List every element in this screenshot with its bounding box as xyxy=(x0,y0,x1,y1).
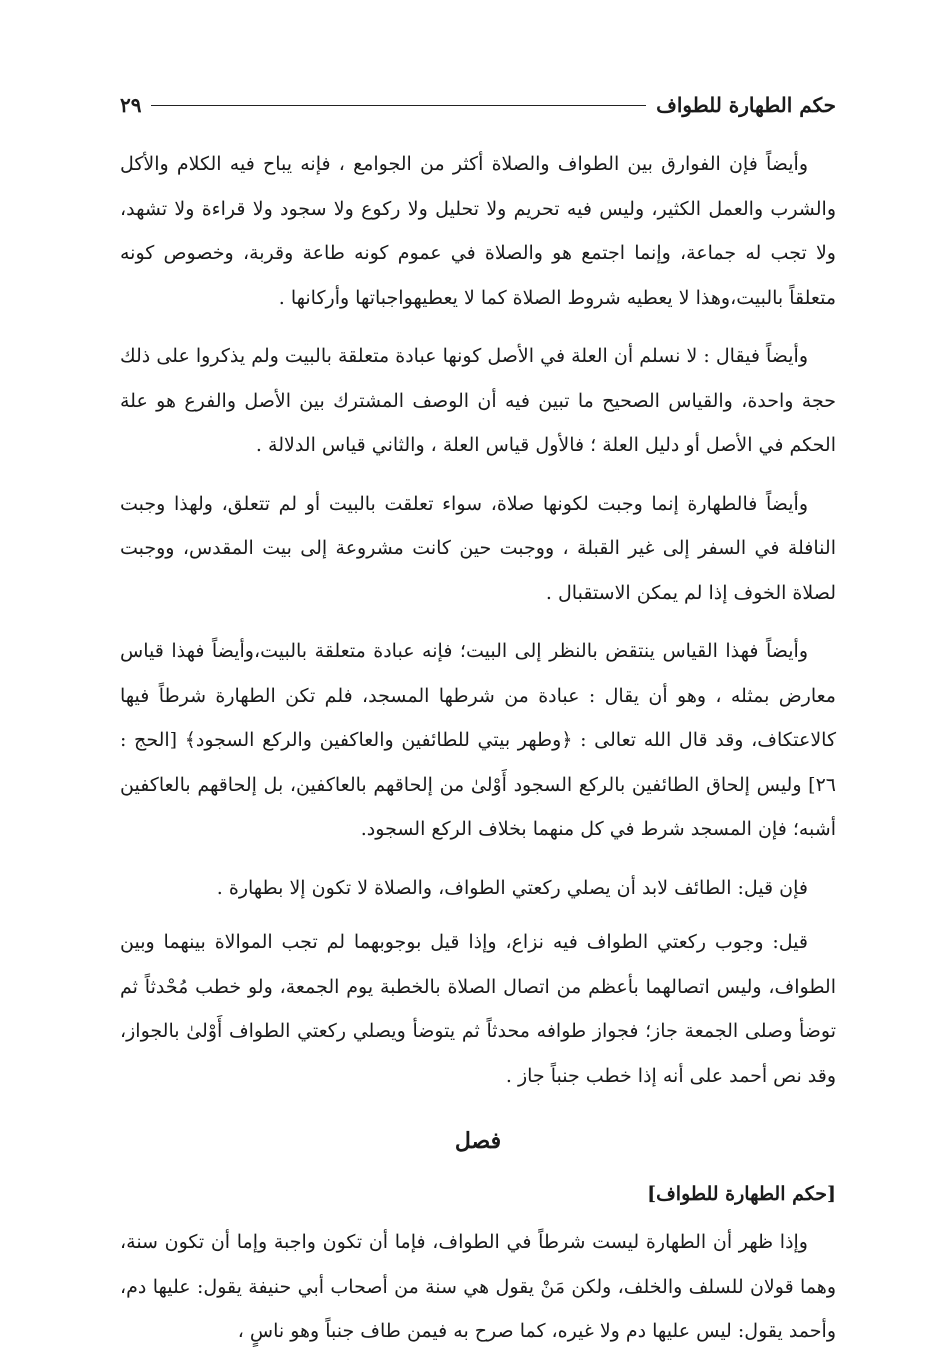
section-heading: فصل xyxy=(454,1128,502,1154)
page-number: ٢٩ xyxy=(120,93,142,117)
main-text xyxy=(120,142,836,1364)
running-header xyxy=(120,88,836,122)
paragraph-3: وأيضاً فالطهارة إنما وجبت لكونها صلاة، سواء تعلقت بالبيت أو لم تتعلق، ولهذا وجبت النافلة في السفر إلى غير القبلة ، ووجبت حين كانت مشروعة إلى بيت المقدس، ووجبت لصلاة الخوف إذا لم يمكن الاستقبال . xyxy=(120,492,836,604)
header-rule xyxy=(151,105,646,106)
paragraph-2: وأيضاً فيقال : لا نسلم أن العلة في الأصل كونها عبادة متعلقة بالبيت ولم يذكروا على ذلك حجة واحدة، والقياس الصحيح ما تبين فيه أن الوصف المشترك بين الأصل والفرع هو علة الحكم في الأصل أو دليل العلة ؛ فالأول قياس العلة ، والثاني قياس الدلالة . xyxy=(120,345,836,456)
paragraph-1: وأيضاً فإن الفوارق بين الطواف والصلاة أكثر من الجوامع ، فإنه يباح فيه الكلام والأكل والشرب والعمل الكثير، وليس فيه تحريم ولا تحليل ولا ركوع ولا سجود ولا قراءة ولا تشهد، ولا تجب له جماعة، وإنما اجتمع هو والصلاة في عموم كونه طاعة وقربة، وخصوص كونه متعلقاً بالبيت،وهذا لا يعطيه شروط الصلاة كما لا يعطيهواجباتها وأركانها . xyxy=(120,153,836,309)
section-paragraph: وإذا ظهر أن الطهارة ليست شرطاً في الطواف، فإما أن تكون واجبة وإما أن تكون سنة، وهما قولان للسلف والخلف، ولكن مَنْ يقول هي سنة من أصحاب أبي حنيفة يقول: عليها دم، وأحمد يقول: ليس عليها دم ولا غيره، كما صرح به فيمن طاف جنباً وهو ناسٍ ، xyxy=(120,1231,836,1342)
paragraph-6: قيل: وجوب ركعتي الطواف فيه نزاع، وإذا قيل بوجوبهما لم تجب الموالاة بينهما وبين الطواف، وليس اتصالهما بأعظم من اتصال الصلاة بالخطبة يوم الجمعة، ولو خطب مُحْدثاً ثم توضأ وصلى الجمعة جاز؛ فجواز طوافه محدثاً ثم يتوضأ ويصلي ركعتي الطواف أَوْلىٰ بالجواز، وقد نص أحمد على أنه إذا خطب جنباً جاز . xyxy=(120,931,836,1087)
section-subheading: [حكم الطهارة للطواف] xyxy=(647,1183,836,1205)
paragraph-4: وأيضاً فهذا القياس ينتقض بالنظر إلى البيت؛ فإنه عبادة متعلقة بالبيت،وأيضاً فهذا قياس معارض بمثله ، وهو أن يقال : عبادة من شرطها المسجد، فلم تكن الطهارة شرطاً فيها كالاعتكاف، وقد قال الله تعالى : ﴿وطهر بيتي للطائفين والعاكفين والركع السجود﴾ [الحج : ٢٦] وليس إلحاق الطائفين بالركع السجود أَوْلىٰ من إلحاقهم بالعاكفين، بل إلحاقهم بالعاكفين أشبه؛ فإن المسجد شرط في كل منهما بخلاف الركع السجود. xyxy=(120,640,836,840)
paragraph-5: فإن قيل: الطائف لابد أن يصلي ركعتي الطواف، والصلاة لا تكون إلا بطهارة . xyxy=(216,876,808,899)
header-title: حكم الطهارة للطواف xyxy=(656,93,836,117)
